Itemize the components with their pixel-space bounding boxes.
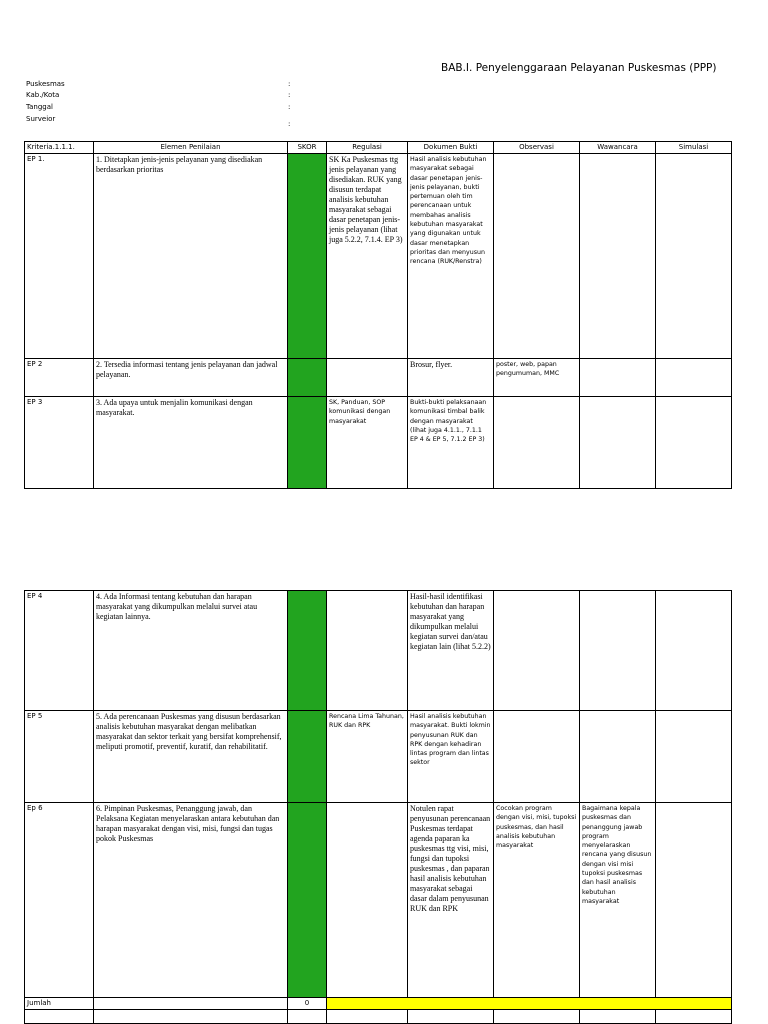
header-skor: SKOR — [288, 142, 327, 154]
meta-label: Surveior — [26, 115, 56, 123]
table-row — [25, 154, 732, 359]
jumlah-row — [25, 998, 732, 1010]
header-row — [25, 142, 732, 154]
empty-cell — [94, 1010, 288, 1024]
header-regulasi: Regulasi — [327, 142, 408, 154]
ep-label: Ep 6 — [25, 803, 94, 998]
table-row-empty — [25, 1010, 732, 1024]
wawancara-cell — [580, 397, 656, 489]
table-row — [25, 803, 732, 998]
skor-cell[interactable] — [288, 397, 327, 489]
elemen-cell: 4. Ada Informasi tentang kebutuhan dan harapan masyarakat yang dikumpulkan melalui survei atau kegiatan lainnya. — [94, 591, 288, 711]
regulasi-cell: SK Ka Puskesmas ttg jenis pelayanan yang disediakan. RUK yang disusun terdapat analisis kebutuhan masyarakat sebagai dasar penetapan jenis-jenis pelayanan (lihat juga 5.2.2, 7.1.4. EP 3) — [327, 154, 408, 359]
observasi-cell — [494, 591, 580, 711]
observasi-cell: Cocokan program dengan visi, misi, tupoksi puskesmas, dan hasil analisis kebutuhan masyarakat — [494, 803, 580, 998]
dokumen-cell: Hasil analisis kebutuhan masyarakat sebagai dasar penetapan jenis-jenis pelayanan, bukti pertemuan oleh tim perencanaan untuk membahas analisis kebutuhan masyarakat yang digunakan untuk dasar menetapkan prioritas dan menyusun rencana (RUK/Renstra) — [408, 154, 494, 359]
dokumen-cell: Notulen rapat penyusunan perencanaan Puskesmas terdapat agenda paparan ka puskesmas ttg visi, misi, fungsi dan tupoksi puskesmas , dan paparan hasil analisis kebutuhan masyarakat sebagai dasar dalam penyusunan RUK dan RPK — [408, 803, 494, 998]
header-dokumen: Dokumen Bukti — [408, 142, 494, 154]
meta-kab-kota — [26, 91, 291, 99]
observasi-cell: poster, web, papan pengumuman, MMC — [494, 359, 580, 397]
wawancara-cell — [580, 711, 656, 803]
observasi-cell — [494, 397, 580, 489]
simulasi-cell — [656, 711, 732, 803]
empty-cell — [327, 1010, 408, 1024]
ep-label: EP 5 — [25, 711, 94, 803]
header-simulasi: Simulasi — [656, 142, 732, 154]
table-row — [25, 711, 732, 803]
meta-tanggal — [26, 103, 291, 111]
jumlah-blank — [94, 998, 288, 1010]
dokumen-cell: Brosur, flyer. — [408, 359, 494, 397]
ep-label: EP 3 — [25, 397, 94, 489]
empty-cell — [408, 1010, 494, 1024]
jumlah-label: Jumlah — [25, 998, 94, 1010]
regulasi-cell: Rencana Lima Tahunan, RUK dan RPK — [327, 711, 408, 803]
skor-cell[interactable] — [288, 711, 327, 803]
meta-label: Tanggal — [26, 103, 53, 111]
simulasi-cell — [656, 359, 732, 397]
skor-cell[interactable] — [288, 591, 327, 711]
observasi-cell — [494, 711, 580, 803]
observasi-cell — [494, 154, 580, 359]
ep-label: EP 4 — [25, 591, 94, 711]
wawancara-cell — [580, 154, 656, 359]
regulasi-cell — [327, 359, 408, 397]
dokumen-cell: Bukti-bukti pelaksanaan komunikasi timbal balik dengan masyarakat (lihat juga 4.1.1., 7.1.1 EP 4 & EP 5, 7.1.2 EP 3) — [408, 397, 494, 489]
ep-label: EP 2 — [25, 359, 94, 397]
simulasi-cell — [656, 591, 732, 711]
wawancara-cell — [580, 591, 656, 711]
elemen-cell: 1. Ditetapkan jenis-jenis pelayanan yang disediakan berdasarkan prioritas — [94, 154, 288, 359]
empty-cell — [25, 1010, 94, 1024]
table-row — [25, 591, 732, 711]
meta-colon: : — [288, 103, 291, 111]
dokumen-cell: Hasil-hasil identifikasi kebutuhan dan harapan masyarakat yang dikumpulkan melalui kegiatan survei dan/atau kegiatan lain (lihat 5.2.2) — [408, 591, 494, 711]
regulasi-cell — [327, 591, 408, 711]
header-kriteria: Kriteria.1.1.1. — [25, 142, 94, 154]
header-elemen: Elemen Penilaian — [94, 142, 288, 154]
elemen-cell: 5. Ada perencanaan Puskesmas yang disusun berdasarkan analisis kebutuhan masyarakat dengan melibatkan masyarakat dan sektor terkait yang bersifat komprehensif, meliputi promotif, preventif, kuratif, dan rehabilitatif. — [94, 711, 288, 803]
elemen-cell: 6. Pimpinan Puskesmas, Penanggung jawab, dan Pelaksana Kegiatan menyelaraskan antara kebutuhan dan harapan masyarakat dengan visi, misi, fungsi dan tugas pokok Puskesmas — [94, 803, 288, 998]
empty-cell — [494, 1010, 580, 1024]
simulasi-cell — [656, 154, 732, 359]
wawancara-cell: Bagaimana kepala puskesmas dan penanggung jawab program menyelaraskan rencana yang disusun dengan visi misi tupoksi puskesmas dan hasil analisis kebutuhan masyarakat — [580, 803, 656, 998]
assessment-table-part-2 — [24, 590, 732, 1024]
elemen-cell: 3. Ada upaya untuk menjalin komunikasi dengan masyarakat. — [94, 397, 288, 489]
regulasi-cell: SK, Panduan, SOP komunikasi dengan masyarakat — [327, 397, 408, 489]
skor-cell[interactable] — [288, 359, 327, 397]
page-title: BAB.I. Penyelenggaraan Pelayanan Puskesmas (PPP) — [441, 62, 717, 74]
meta-colon: : — [288, 120, 291, 128]
elemen-cell: 2. Tersedia informasi tentang jenis pelayanan dan jadwal pelayanan. — [94, 359, 288, 397]
empty-cell — [580, 1010, 656, 1024]
skor-cell[interactable] — [288, 803, 327, 998]
simulasi-cell — [656, 803, 732, 998]
header-observasi: Observasi — [494, 142, 580, 154]
dokumen-cell: Hasil analisis kebutuhan masyarakat. Bukti lokmin penyusunan RUK dan RPK dengan kehadiran lintas program dan lintas sektor — [408, 711, 494, 803]
simulasi-cell — [656, 397, 732, 489]
table-row — [25, 397, 732, 489]
skor-cell[interactable] — [288, 154, 327, 359]
meta-colon: : — [288, 80, 291, 88]
jumlah-skor: 0 — [288, 998, 327, 1010]
table-row — [25, 359, 732, 397]
jumlah-highlight — [327, 998, 732, 1010]
ep-label: EP 1. — [25, 154, 94, 359]
header-wawancara: Wawancara — [580, 142, 656, 154]
meta-puskesmas — [26, 80, 291, 88]
meta-colon: : — [288, 91, 291, 99]
meta-surveior — [26, 115, 291, 128]
empty-cell — [656, 1010, 732, 1024]
empty-cell — [288, 1010, 327, 1024]
wawancara-cell — [580, 359, 656, 397]
meta-label: Kab./Kota — [26, 91, 60, 99]
meta-label: Puskesmas — [26, 80, 65, 88]
regulasi-cell — [327, 803, 408, 998]
assessment-table-part-1 — [24, 141, 732, 489]
